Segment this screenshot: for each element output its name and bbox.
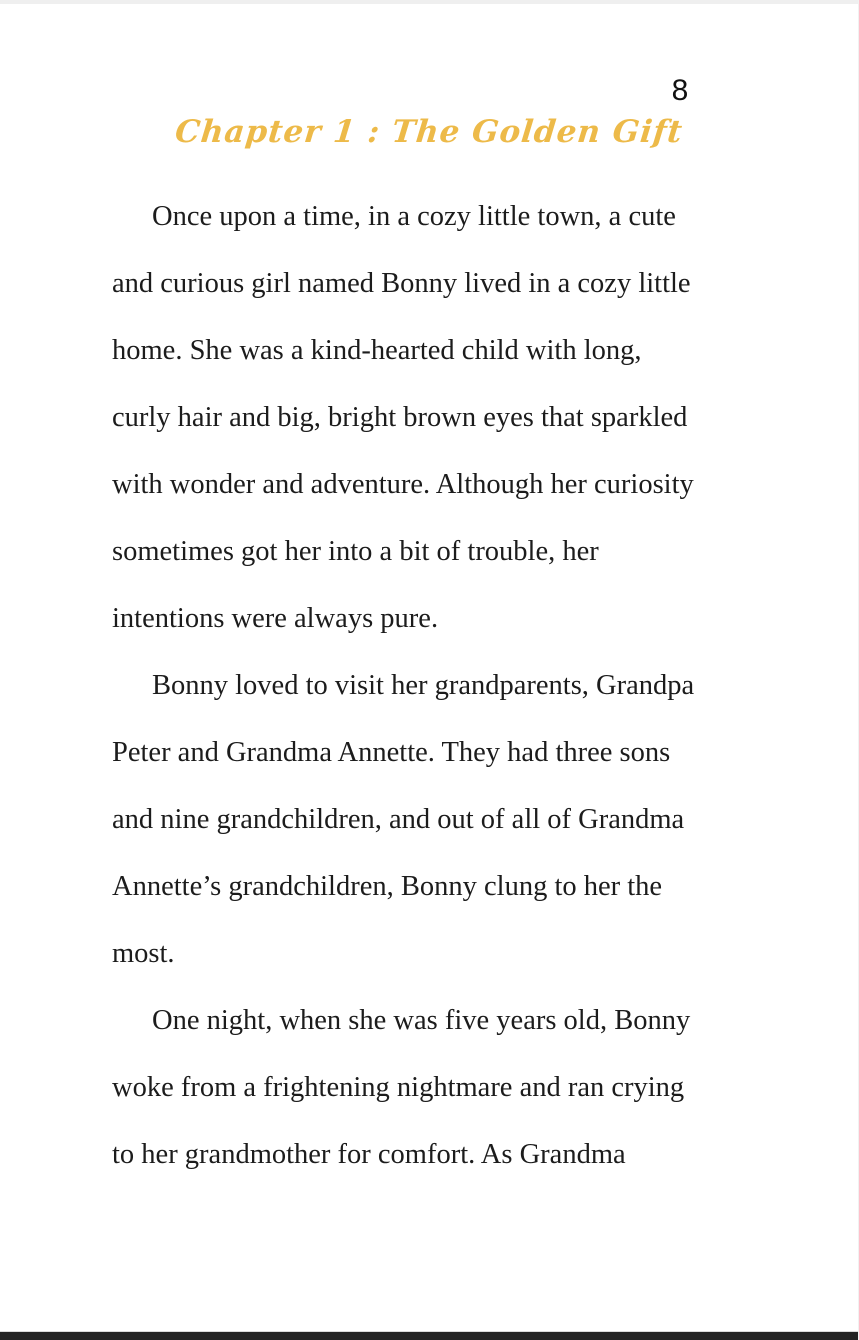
text-line: with wonder and adventure. Although her curiosity	[112, 469, 694, 500]
text-line: One night, when she was five years old, Bonny	[152, 1005, 691, 1036]
text-line: Annette’s grandchildren, Bonny clung to her the	[112, 871, 663, 902]
text-line: sometimes got her into a bit of trouble, her	[112, 536, 599, 567]
text-line: Peter and Grandma Annette. They had three sons	[112, 737, 671, 768]
text-line: to her grandmother for comfort. As Grandma	[112, 1139, 626, 1170]
text-line: Once upon a time, in a cozy little town, a cute	[152, 201, 676, 232]
window-bottom-bar	[0, 1331, 858, 1340]
text-line: and curious girl named Bonny lived in a cozy little	[112, 268, 691, 299]
text-line: and nine grandchildren, and out of all of Grandma	[112, 804, 685, 835]
window-top-edge	[0, 0, 858, 4]
text-line: woke from a frightening nightmare and ran crying	[112, 1072, 685, 1103]
text-line: most.	[112, 938, 175, 969]
page-body	[112, 183, 752, 1188]
text-line: intentions were always pure.	[112, 603, 439, 634]
page-number: 8	[671, 74, 689, 107]
text-line: home. She was a kind-hearted child with long,	[112, 335, 642, 366]
text-line: curly hair and big, bright brown eyes that sparkled	[112, 402, 688, 433]
text-line: Bonny loved to visit her grandparents, Grandpa	[152, 670, 695, 701]
chapter-title: Chapter 1 : The Golden Gift	[173, 114, 685, 150]
